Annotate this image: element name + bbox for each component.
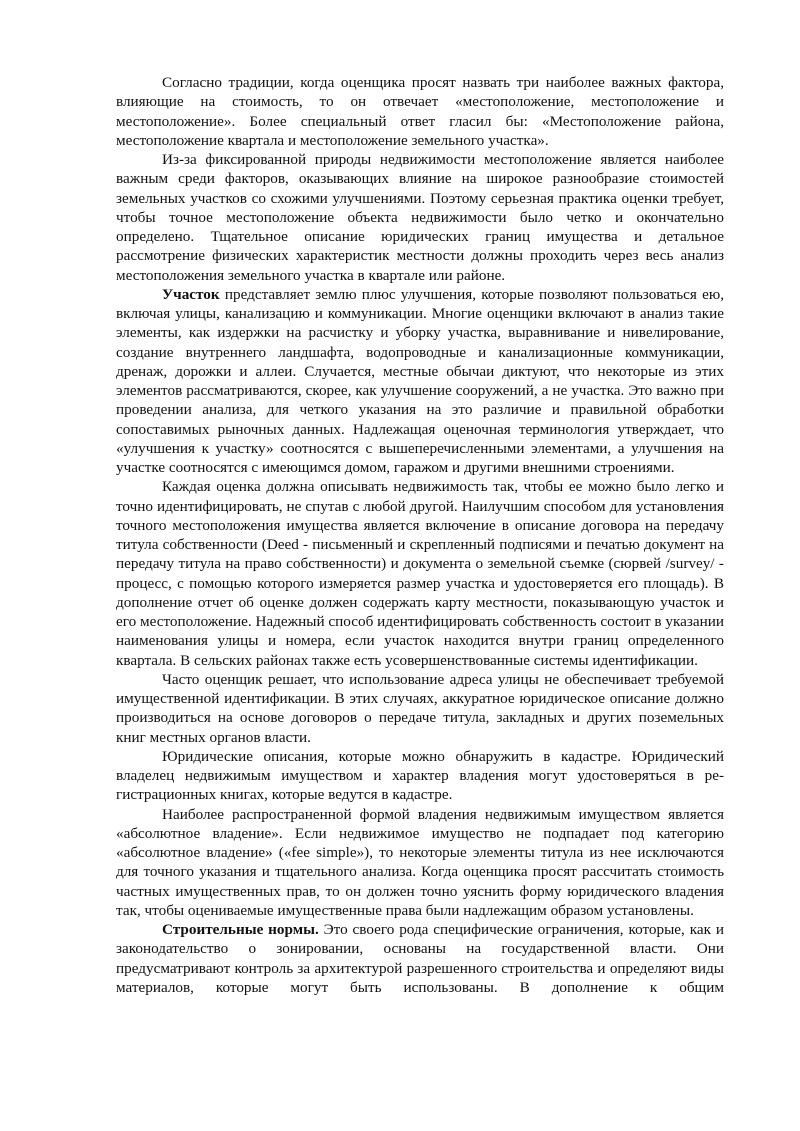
paragraph-building-codes xyxy=(116,920,724,997)
paragraph-location-importance xyxy=(116,150,724,285)
paragraph-site xyxy=(116,285,724,478)
paragraph-identification xyxy=(116,477,724,670)
document-page xyxy=(116,73,724,997)
paragraph-fee-simple xyxy=(116,805,724,921)
paragraph-lead-site: Участок xyxy=(162,285,220,303)
paragraph-text: Часто оценщик решает, что использование адреса улицы не обеспечивает требуемой имущественной идентификации. В этих случаях, аккуратное юридическое описание должно производиться на основе договоров о передаче титула, закладных и других поземельных книг местных органов власти. xyxy=(116,670,724,746)
paragraph-lead-building-codes: Строительные нормы. xyxy=(162,921,319,938)
paragraph-cadastre xyxy=(116,747,724,805)
paragraph-text: Юридические описания, которые можно обнаружить в кадастре. Юридический владелец недвижимым имуществом и характер владения могут удостоверяться в регистрационных книгах, которые ведутся в кадастре. xyxy=(116,747,724,804)
paragraph-text: Из-за фиксированной природы недвижимости местоположение является наиболее важным среди факторов, оказывающих влияние на широкое разнообразие стоимостей земельных участков со схожими улучшениями. Поэтому серьезная практика оценки требует, чтобы точное местоположение объекта недвижимости было четко и окончательно определено. Тщательное описание юридических границ имущества и детальное рассмотрение физических характеристик местности должны проходить через весь анализ местоположения земельного участка в квартале или районе. xyxy=(116,151,724,284)
paragraph-street-address xyxy=(116,670,724,747)
paragraph-location-tradition xyxy=(116,73,724,150)
paragraph-text: Наиболее распространенной формой владения недвижимым имуществом является «абсолютное владение». Если недвижимое имущество не подпадает под категорию «абсолютное владение» («fee simple»), то некоторые элементы титула из нее исключаются для точного указания и тщательного анализа. Когда оценщика просят рассчитать стоимость частных имущественных прав, то он должен точно уяснить форму юридического владения так, чтобы оцениваемые имущественные права были надлежащим образом установлены. xyxy=(116,805,724,919)
paragraph-text: Согласно традиции, когда оценщика просят назвать три наиболее важных фактора, влияющие на стоимость, то он отвечает «местоположение, местоположение и местоположение». Более специальный ответ гласил бы: «Местоположение района, местоположение квартала и местоположение земельного участка». xyxy=(116,74,724,149)
paragraph-text: представляет землю плюс улучшения, которые позволяют пользоваться ею, включая улицы, канализацию и коммуникации. Многие оценщики включают в анализ такие элементы, как издержки на расчистку и уборку участка, выравнивание и нивелирование, создание внутреннего ландшафта, водопроводные и канализационные коммуникации, дренаж, дорожки и аллеи. Случается, местные обычаи диктуют, что некоторые из этих элементов рассматриваются, скорее, как улучшение сооружений, а не участка. Это важно при проведении анализа, для четкого указания на это различие и правильной обработки сопоставимых рыночных данных. Надлежащая оценочная терминология утверждает, что «улучшения к участку» соотносятся с вышеперечисленными элементами, а улучшения на участке соотносятся с имеющимся домом, гаражом и другими внешними строениями. xyxy=(116,285,724,476)
paragraph-text: Каждая оценка должна описывать недвижимость так, чтобы ее можно было легко и точно идентифицировать, не спутав с любой другой. Наилучшим способом для установления точного местоположения имущества является включение в описание договора на передачу титула собственности (Deed - письменный и скрепленный подписями и печатью документ на передачу титула на право собственности) и документа о земельной съемке (сюрвей /survey/ - процесс, с помощью которого измеряется размер участка и удостоверяется его площадь). В дополнение отчет об оценке должен содержать карту местности, показывающую участок и его местоположение. Надежный способ идентифицировать собственность состоит в указании наименования улицы и номера, если участок находится внутри границ определенного квартала. В сельских районах также есть усовершенствованные системы идентификации. xyxy=(116,478,724,669)
paragraph-text: Это своего рода специфические ограничения, которые, как и законодательство о зонировании, основаны на государственной власти. Они предусматривают контроль за архитектурой разрешенного строительства и определяют виды материалов, которые могут быть использованы. В дополнение к общим xyxy=(116,921,724,996)
